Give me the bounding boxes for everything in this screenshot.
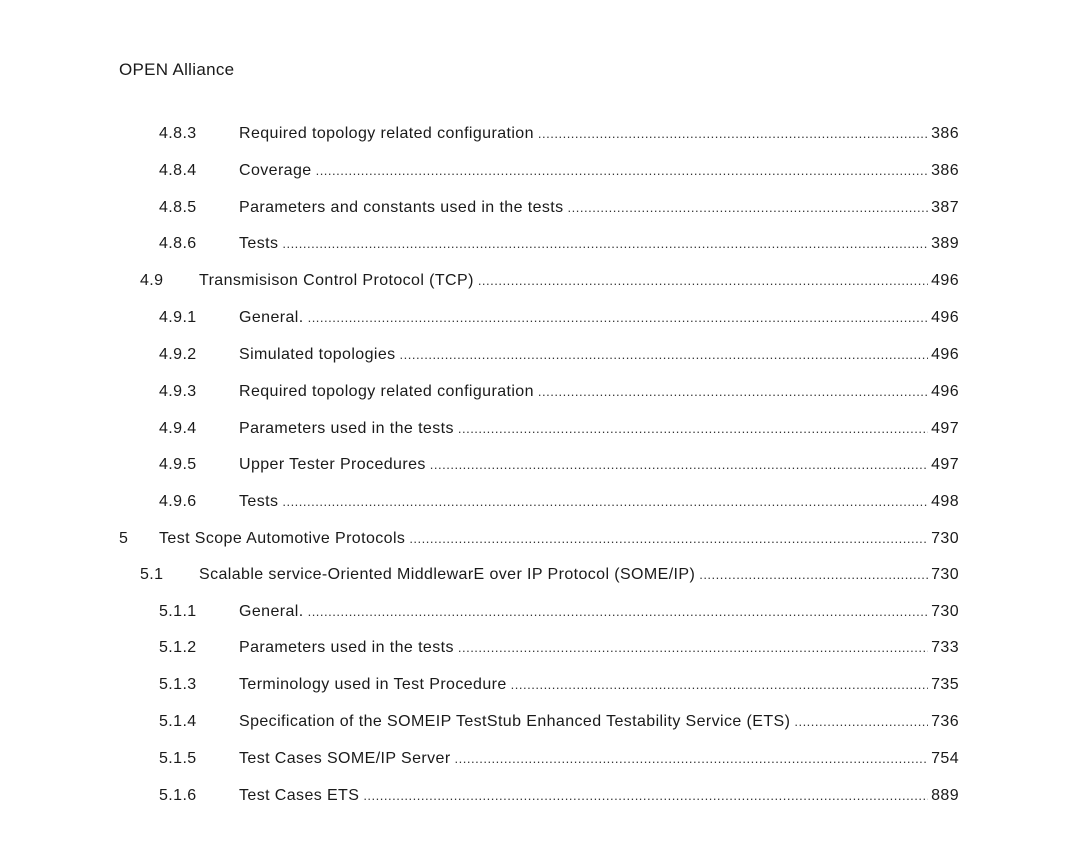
toc-entry-number: 4.9.5 [159,456,197,473]
toc-entry-page: 736 [931,713,959,730]
toc-dot-leader [458,640,928,655]
toc-entry[interactable] [159,383,959,407]
toc-entry-page: 497 [931,456,959,473]
toc-dot-leader [478,273,928,288]
toc-entry-title: Specification of the SOMEIP TestStub Enhanced Testability Service (ETS) [239,713,791,730]
toc-dot-leader [400,347,929,362]
toc-entry-number: 5.1.1 [159,603,197,620]
toc-entry[interactable] [159,235,959,259]
toc-entry-page: 497 [931,420,959,437]
toc-entry[interactable] [159,713,959,737]
toc-entry-page: 754 [931,750,959,767]
toc-entry[interactable] [159,125,959,149]
toc-entry-page: 496 [931,346,959,363]
toc-entry-page: 889 [931,787,959,804]
toc-entry-number: 4.8.4 [159,162,197,179]
toc-entry-title: Upper Tester Procedures [239,456,426,473]
toc-entry-page: 498 [931,493,959,510]
toc-entry[interactable] [159,493,959,517]
toc-entry-page: 730 [931,530,959,547]
toc-entry[interactable] [140,272,959,296]
toc-entry-title: Tests [239,493,279,510]
toc-entry-number: 4.9.6 [159,493,197,510]
toc-entry-title: Parameters used in the tests [239,639,454,656]
toc-entry-page: 735 [931,676,959,693]
toc-entry-title: Tests [239,235,279,252]
toc-entry-page: 733 [931,639,959,656]
toc-entry[interactable] [159,639,959,663]
toc-entry-number: 4.8.5 [159,199,197,216]
toc-entry-page: 386 [931,125,959,142]
toc-entry-page: 730 [931,566,959,583]
toc-dot-leader [316,163,929,178]
toc-entry-title: Parameters used in the tests [239,420,454,437]
toc-entry-title: Simulated topologies [239,346,396,363]
toc-entry[interactable] [159,750,959,774]
toc-entry-title: General. [239,309,304,326]
toc-entry-title: Transmisison Control Protocol (TCP) [199,272,474,289]
toc-dot-leader [282,494,928,509]
toc-entry-title: Scalable service-Oriented MiddlewarE over IP Protocol (SOME/IP) [199,566,696,583]
toc-entry-title: Test Scope Automotive Protocols [159,530,406,547]
toc-entry[interactable] [159,787,959,811]
toc-dot-leader [458,421,928,436]
toc-entry-title: Coverage [239,162,312,179]
toc-dot-leader [794,714,928,729]
toc-entry[interactable] [159,162,959,186]
toc-entry-number: 5.1.3 [159,676,197,693]
toc-entry-number: 4.9.4 [159,420,197,437]
toc-entry[interactable] [159,309,959,333]
toc-entry-number: 4.9.1 [159,309,197,326]
toc-entry-number: 5.1.4 [159,713,197,730]
toc-entry-page: 496 [931,309,959,326]
toc-entry-title: General. [239,603,304,620]
toc-dot-leader [455,751,929,766]
toc-entry[interactable] [159,199,959,223]
toc-dot-leader [409,531,928,546]
toc-entry-title: Required topology related configuration [239,125,534,142]
toc-entry[interactable] [159,676,959,700]
toc-entry-number: 4.9.3 [159,383,197,400]
toc-dot-leader [511,677,928,692]
toc-entry-number: 5 [119,530,129,547]
toc-entry-number: 4.8.3 [159,125,197,142]
toc-entry[interactable] [159,346,959,370]
toc-dot-leader [699,567,928,582]
toc-dot-leader [538,384,928,399]
toc-entry[interactable] [140,566,959,590]
toc-dot-leader [430,457,928,472]
toc-entry-title: Terminology used in Test Procedure [239,676,507,693]
toc-entry[interactable] [159,420,959,444]
toc-dot-leader [538,126,928,141]
toc-entry-page: 387 [931,199,959,216]
toc-entry[interactable] [159,603,959,627]
toc-entry-title: Required topology related configuration [239,383,534,400]
toc-entry-number: 5.1.6 [159,787,197,804]
toc-dot-leader [363,788,928,803]
toc-entry-number: 4.9.2 [159,346,197,363]
toc-entry-page: 496 [931,383,959,400]
toc-entry-number: 5.1.2 [159,639,197,656]
toc-entry-number: 4.9 [140,272,164,289]
toc-dot-leader [308,604,929,619]
toc-dot-leader [308,310,929,325]
toc-entry-page: 386 [931,162,959,179]
toc-dot-leader [282,236,928,251]
toc-entry-number: 4.8.6 [159,235,197,252]
toc-entry-title: Test Cases SOME/IP Server [239,750,451,767]
toc-entry-page: 496 [931,272,959,289]
toc-dot-leader [568,200,929,215]
toc-entry-page: 389 [931,235,959,252]
toc-entry-title: Parameters and constants used in the tests [239,199,564,216]
page-header: OPEN Alliance [119,60,235,79]
toc-entry-title: Test Cases ETS [239,787,360,804]
toc-entry[interactable] [119,530,959,554]
toc-entry-page: 730 [931,603,959,620]
toc-entry[interactable] [159,456,959,480]
toc-entry-number: 5.1 [140,566,164,583]
toc-entry-number: 5.1.5 [159,750,197,767]
